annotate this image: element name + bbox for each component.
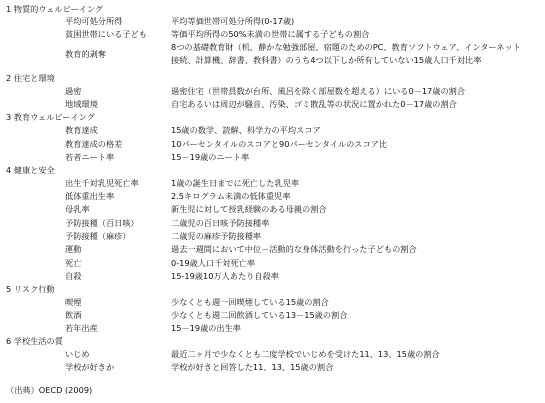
- definition-local-environment: 自宅あるいは周辺が騒音、汚染、ゴミ散乱等の状況に置かれた0－17歳の割合: [171, 99, 457, 109]
- section-heading-education: 3 教育ウェルビーイング: [6, 112, 95, 122]
- indicator-physical-activity: 運動: [65, 244, 82, 254]
- section-heading-school-life: 6 学校生活の質: [6, 336, 63, 346]
- definition-measles-vaccination: 二歳児の麻疹予防接種率: [171, 231, 262, 241]
- indicator-infant-mortality: 出生千対乳児死亡率: [65, 178, 139, 188]
- indicator-achievement-inequality: 教育達成の格差: [65, 139, 123, 149]
- definition-breastfeeding: 新生児に対して授乳経験のある母親の割合: [171, 204, 327, 214]
- definition-educational-deprivation-continued: 接続、計算機、辞書、教科書）のうち4つ以下しか所有していない15歳人口千対比率: [171, 55, 482, 65]
- indicator-smoking: 喫煙: [65, 297, 82, 307]
- definition-educational-achievement: 15歳の数学、読解、科学力の平均スコア: [171, 125, 321, 135]
- definition-youth-neet-rate: 15－19歳のニート率: [171, 152, 250, 162]
- indicator-youth-neet-rate: 若者ニート率: [65, 152, 115, 162]
- definition-physical-activity: 過去一週間において中位－活動的な身体活動を行った子どもの割合: [171, 244, 417, 254]
- indicator-local-environment: 地域環境: [65, 99, 98, 109]
- indicator-breastfeeding: 母乳率: [65, 204, 90, 214]
- definition-liking-school: 学校が好きと回答した11、13、15歳の割合: [171, 362, 334, 372]
- section-heading-health-safety: 4 健康と安全: [6, 165, 55, 175]
- indicator-pertussis-vaccination: 予防接種（百日咳）: [65, 218, 139, 228]
- indicator-teen-births: 若年出産: [65, 323, 98, 333]
- section-heading-risk-behaviour: 5 リスク行動: [6, 284, 55, 294]
- definition-teen-births: 15－19歳の出生率: [171, 323, 241, 333]
- indicator-overcrowding: 過密: [65, 86, 82, 96]
- indicator-average-disposable-income: 平均可処分所得: [65, 16, 123, 26]
- definition-children-in-poor-households: 等価平均所得の50%未満の世帯に属する子どもの割合: [171, 29, 370, 39]
- indicator-low-birth-weight: 低体重出生率: [65, 191, 115, 201]
- indicator-bullying: いじめ: [65, 349, 90, 359]
- definition-overcrowding: 過密住宅（世帯員数が台所、風呂を除く部屋数を超える）にいる0－17歳の割合: [171, 86, 466, 96]
- indicator-liking-school: 学校が好きか: [65, 362, 115, 372]
- source-citation: （出典）OECD (2009): [6, 385, 93, 395]
- indicator-educational-achievement: 教育達成: [65, 125, 98, 135]
- definition-educational-deprivation: 8つの基礎教育財（机、静かな勉強部屋、宿題のためのPC、教育ソフトウェア、インターネット: [171, 42, 521, 52]
- indicator-suicide: 自殺: [65, 271, 82, 281]
- definition-pertussis-vaccination: 二歳児の百日咳予防接種率: [171, 218, 270, 228]
- definition-infant-mortality: 1歳の誕生日までに死亡した乳児率: [171, 178, 300, 188]
- definition-suicide: 15-19歳10万人あたり自殺率: [171, 271, 279, 281]
- section-heading-housing: 2 住宅と環境: [6, 73, 55, 83]
- indicator-drinking: 飲酒: [65, 310, 82, 320]
- definition-smoking: 少なくとも週一回喫煙している15歳の割合: [171, 297, 329, 307]
- definition-mortality: 0-19歳人口千対死亡率: [171, 258, 256, 268]
- definition-drinking: 少なくとも週二回飲酒している13－15歳の割合: [171, 310, 348, 320]
- definition-achievement-inequality: 10パーセンタイルのスコアと90パーセンタイルのスコア比: [171, 139, 388, 149]
- indicator-measles-vaccination: 予防接種（麻疹）: [65, 231, 131, 241]
- section-heading-material: 1 物質的ウェルビーイング: [6, 4, 104, 14]
- definition-low-birth-weight: 2.5キログラム未満の低体重児率: [171, 191, 291, 201]
- indicator-mortality: 死亡: [65, 258, 82, 268]
- definition-bullying: 最近二ヶ月で少なくとも二度学校でいじめを受けた11、13、15歳の割合: [171, 349, 440, 359]
- indicator-children-in-poor-households: 貧困世帯にいる子ども: [65, 29, 147, 39]
- definition-average-disposable-income: 平均等価世帯可処分所得(0-17歳): [171, 16, 295, 26]
- indicator-educational-deprivation: 教育的剥奪: [65, 49, 106, 59]
